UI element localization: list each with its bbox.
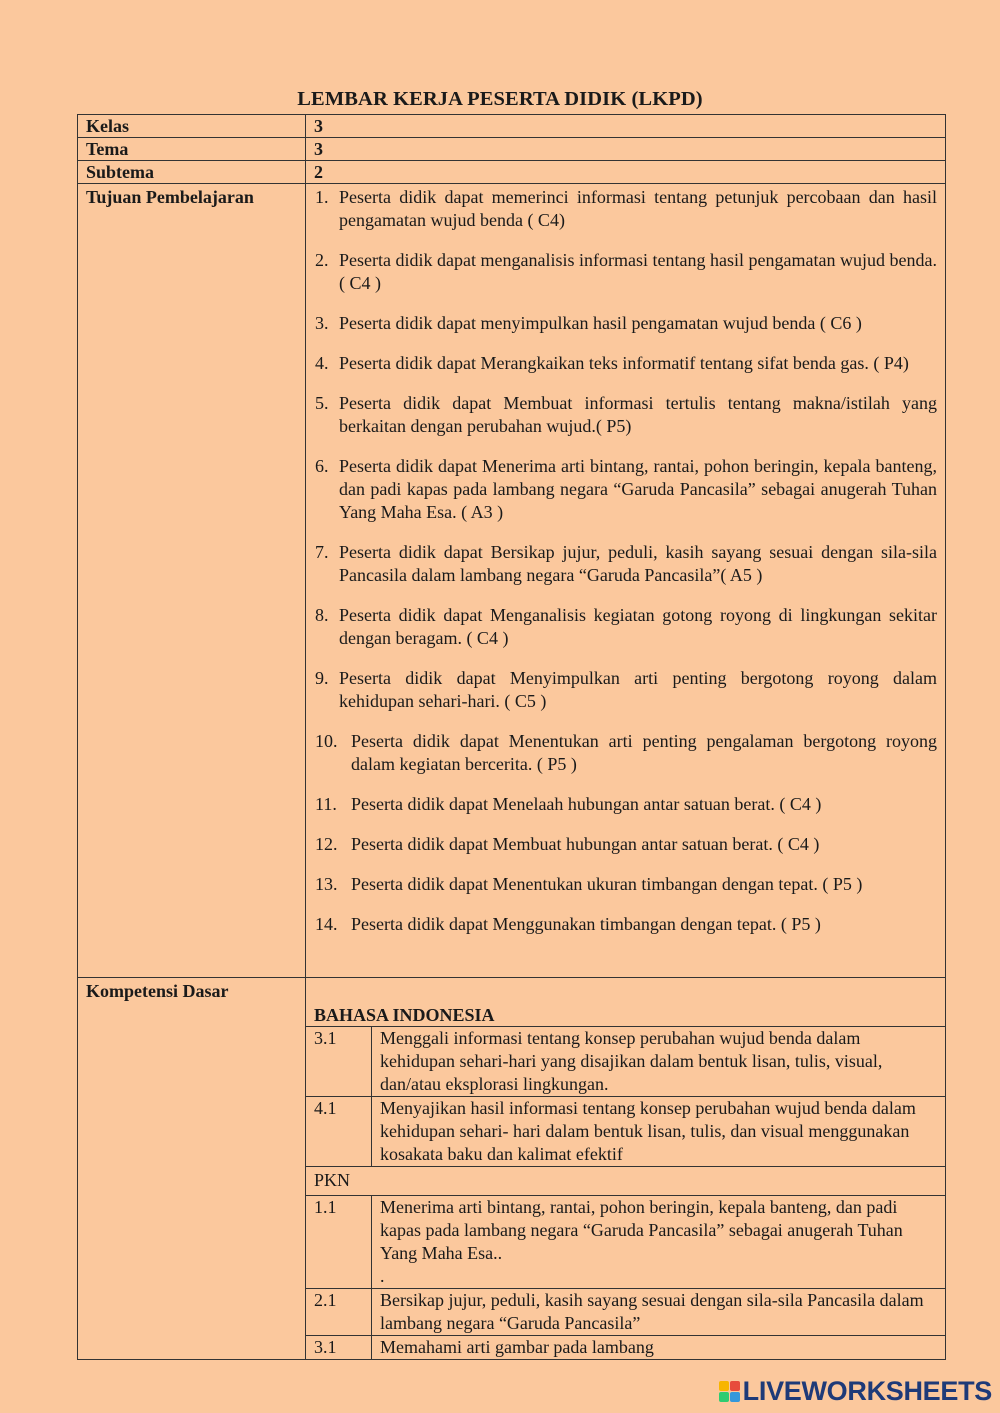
goal-item bbox=[315, 455, 937, 524]
info-value: 3 bbox=[306, 138, 946, 161]
goal-text: Peserta didik dapat Menelaah hubungan antar satuan berat. ( C4 ) bbox=[351, 794, 822, 814]
lkpd-table bbox=[77, 114, 946, 1360]
goal-text: Peserta didik dapat Menerima arti bintang, rantai, pohon beringin, kepala banteng, dan padi kapas pada lambang negara “Garuda Pancasila” sebagai anugerah Tuhan Yang Maha Esa. ( A3 ) bbox=[339, 456, 937, 522]
goal-text: Peserta didik dapat Merangkaikan teks informatif tentang sifat benda gas. ( P4) bbox=[339, 353, 909, 373]
goal-number: 3. bbox=[315, 313, 329, 333]
goals-cell bbox=[306, 184, 946, 978]
kd-row-item bbox=[306, 1196, 945, 1289]
goal-item bbox=[315, 541, 937, 587]
goal-item bbox=[315, 793, 937, 816]
goal-item bbox=[315, 312, 937, 335]
goal-item bbox=[315, 873, 937, 896]
kd-code: 3.1 bbox=[306, 1027, 372, 1097]
page-title: LEMBAR KERJA PESERTA DIDIK (LKPD) bbox=[297, 88, 703, 110]
goal-number: 1. bbox=[315, 187, 329, 207]
goal-number: 9. bbox=[315, 668, 329, 688]
kd-row bbox=[78, 978, 946, 1360]
goal-text: Peserta didik dapat Membuat hubungan antar satuan berat. ( C4 ) bbox=[351, 834, 820, 854]
kd-row-item bbox=[306, 1336, 945, 1360]
kd-table bbox=[306, 1026, 945, 1359]
goal-number: 10. bbox=[315, 731, 338, 751]
info-value: 3 bbox=[306, 115, 946, 138]
goal-item bbox=[315, 667, 937, 713]
watermark-text: LIVEWORKSHEETS bbox=[742, 1376, 992, 1406]
kd-row-item bbox=[306, 1097, 945, 1167]
kd-subject-pkn: PKN bbox=[306, 1167, 945, 1196]
info-label: Tema bbox=[78, 138, 306, 161]
liveworksheets-watermark bbox=[719, 1376, 992, 1407]
kd-code: 1.1 bbox=[306, 1196, 372, 1289]
goals-row bbox=[78, 184, 946, 978]
goals-list bbox=[306, 184, 945, 977]
goal-number: 14. bbox=[315, 914, 338, 934]
kd-text: Menggali informasi tentang konsep perubahan wujud benda dalam kehidupan sehari-hari yang disajikan dalam bentuk lisan, tulis, visual, dan/atau eksplorasi lingkungan. bbox=[372, 1027, 946, 1097]
goal-number: 5. bbox=[315, 393, 329, 413]
goal-number: 6. bbox=[315, 456, 329, 476]
goal-number: 2. bbox=[315, 250, 329, 270]
kd-subject-bahasa-indonesia: BAHASA INDONESIA bbox=[314, 1005, 495, 1025]
goal-text: Peserta didik dapat Menentukan arti penting pengalaman bergotong royong dalam kegiatan bercerita. ( P5 ) bbox=[351, 731, 937, 774]
liveworksheets-logo-icon bbox=[719, 1381, 740, 1402]
goal-item bbox=[315, 249, 937, 295]
kd-code: 4.1 bbox=[306, 1097, 372, 1167]
goal-text: Peserta didik dapat Menganalisis kegiatan gotong royong di lingkungan sekitar dengan beragam. ( C4 ) bbox=[339, 605, 937, 648]
kd-text-extra: . bbox=[380, 1266, 385, 1286]
goal-item bbox=[315, 392, 937, 438]
info-label: Subtema bbox=[78, 161, 306, 184]
goal-number: 8. bbox=[315, 605, 329, 625]
goal-item bbox=[315, 352, 937, 375]
goal-text: Peserta didik dapat menganalisis informasi tentang hasil pengamatan wujud benda. ( C4 ) bbox=[339, 250, 937, 293]
goal-text: Peserta didik dapat Bersikap jujur, peduli, kasih sayang sesuai dengan sila-sila Pancasila dalam lambang negara “Garuda Pancasila”( A5 ) bbox=[339, 542, 937, 585]
kd-row-item bbox=[306, 1289, 945, 1336]
kd-text: Memahami arti gambar pada lambang bbox=[372, 1336, 946, 1360]
kd-code: 3.1 bbox=[306, 1336, 372, 1360]
goal-number: 4. bbox=[315, 353, 329, 373]
goal-item bbox=[315, 913, 937, 936]
goal-number: 12. bbox=[315, 834, 338, 854]
kd-code: 2.1 bbox=[306, 1289, 372, 1336]
goal-text: Peserta didik dapat memerinci informasi tentang petunjuk percobaan dan hasil pengamatan wujud benda ( C4) bbox=[339, 187, 937, 230]
goals-label: Tujuan Pembelajaran bbox=[78, 184, 306, 978]
info-value: 2 bbox=[306, 161, 946, 184]
kd-row-item bbox=[306, 1027, 945, 1097]
info-row-tema bbox=[78, 138, 946, 161]
info-row-kelas bbox=[78, 115, 946, 138]
info-label: Kelas bbox=[78, 115, 306, 138]
kd-text: Menyajikan hasil informasi tentang konsep perubahan wujud benda dalam kehidupan sehari- hari dalam bentuk lisan, tulis, dan visual menggunakan kosakata baku dan kalimat efektif bbox=[372, 1097, 946, 1167]
goal-item bbox=[315, 604, 937, 650]
goal-number: 13. bbox=[315, 874, 338, 894]
kd-text: Menerima arti bintang, rantai, pohon beringin, kepala banteng, dan padi kapas pada lambang negara “Garuda Pancasila” sebagai anugerah Tuhan Yang Maha Esa.. bbox=[380, 1197, 903, 1263]
goal-text: Peserta didik dapat Menyimpulkan arti penting bergotong royong dalam kehidupan sehari-hari. ( C5 ) bbox=[339, 668, 937, 711]
goal-number: 11. bbox=[315, 794, 337, 814]
kd-cell bbox=[306, 978, 946, 1360]
goal-text: Peserta didik dapat menyimpulkan hasil pengamatan wujud benda ( C6 ) bbox=[339, 313, 862, 333]
goal-item bbox=[315, 186, 937, 232]
kd-text-block bbox=[372, 1196, 946, 1289]
goal-item bbox=[315, 833, 937, 856]
info-row-subtema bbox=[78, 161, 946, 184]
kd-subject-row bbox=[306, 1167, 945, 1196]
goal-text: Peserta didik dapat Menggunakan timbangan dengan tepat. ( P5 ) bbox=[351, 914, 821, 934]
kd-text: Bersikap jujur, peduli, kasih sayang sesuai dengan sila-sila Pancasila dalam lambang negara “Garuda Pancasila” bbox=[372, 1289, 946, 1336]
goal-text: Peserta didik dapat Menentukan ukuran timbangan dengan tepat. ( P5 ) bbox=[351, 874, 863, 894]
goal-text: Peserta didik dapat Membuat informasi tertulis tentang makna/istilah yang berkaitan dengan perubahan wujud.( P5) bbox=[339, 393, 937, 436]
goal-item bbox=[315, 730, 937, 776]
kd-label: Kompetensi Dasar bbox=[78, 978, 306, 1360]
goal-number: 7. bbox=[315, 542, 329, 562]
